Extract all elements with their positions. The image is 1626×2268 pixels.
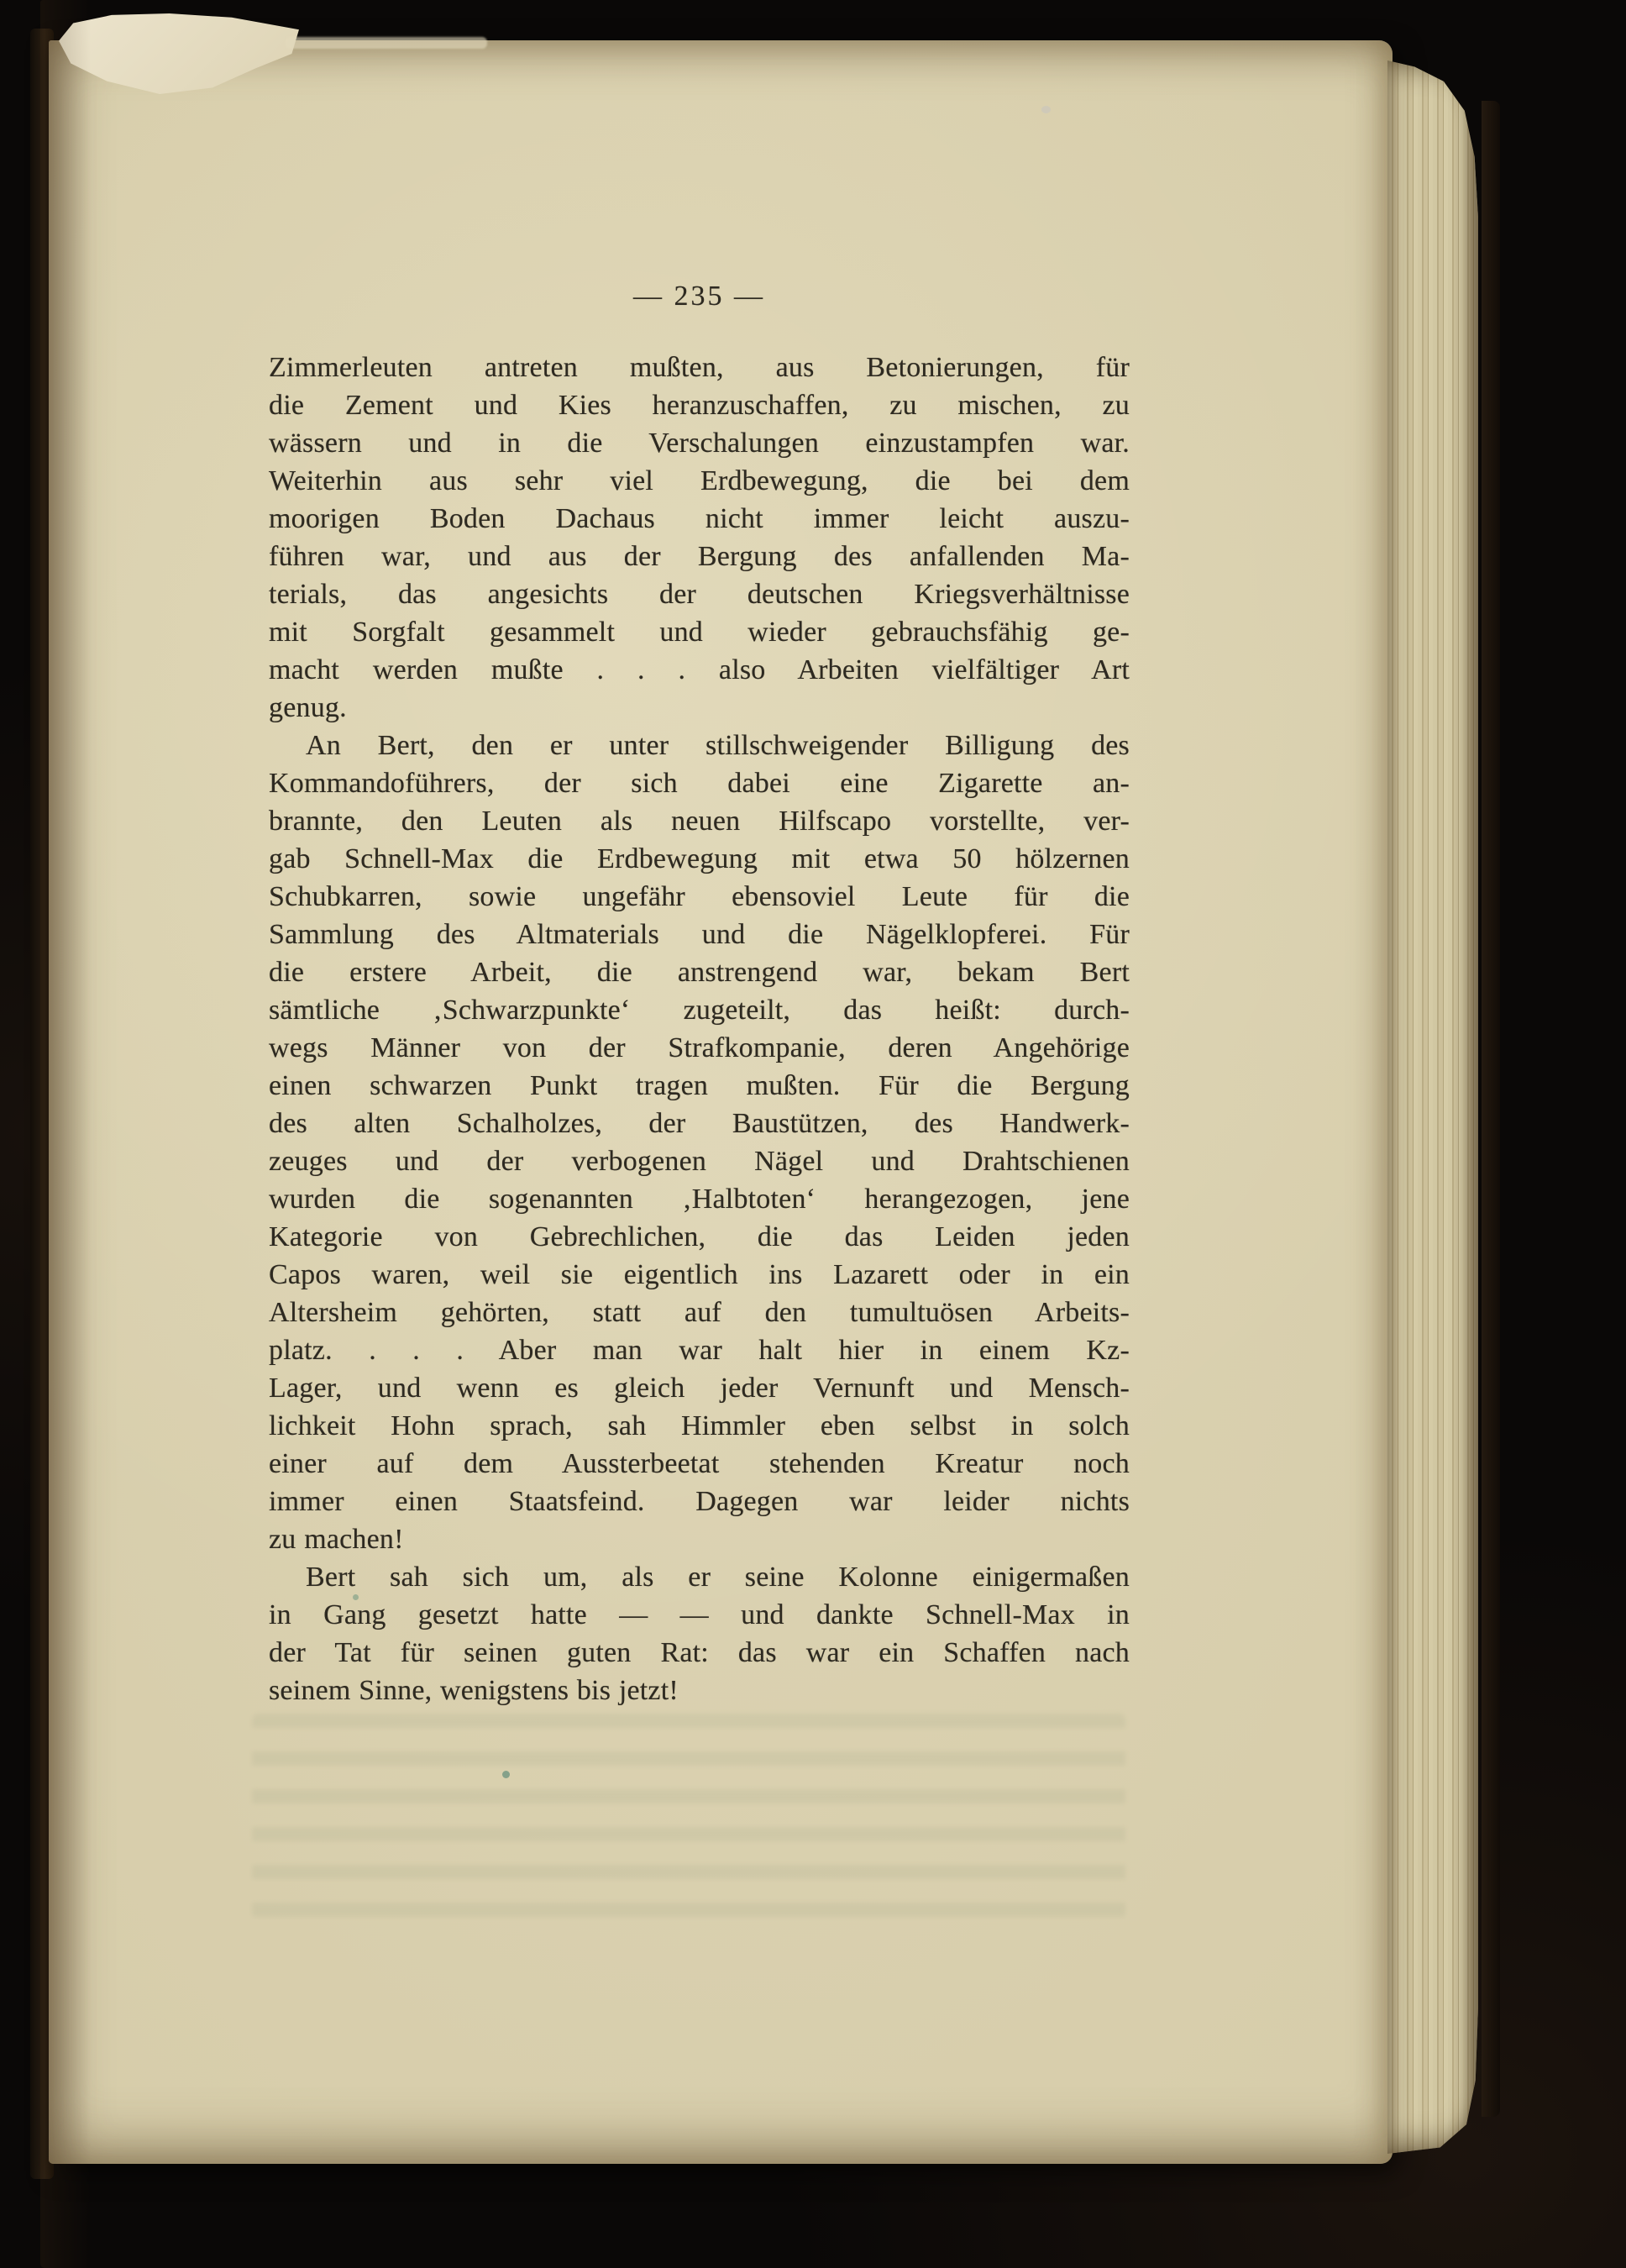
text-line: lichkeit Hohn sprach, sah Himmler eben selbst in solch — [269, 1410, 1130, 1441]
text-line: Kategorie von Gebrechlichen, die das Leiden jeden — [269, 1221, 1130, 1252]
text-line: genug. — [269, 692, 347, 723]
text-line: immer einen Staatsfeind. Dagegen war leider nichts — [269, 1486, 1130, 1517]
text-line: wegs Männer von der Strafkompanie, deren Angehörige — [269, 1032, 1130, 1063]
text-line: wässern und in die Verschalungen einzustampfen war. — [269, 428, 1130, 459]
bleed-through-smudge — [252, 1714, 1125, 1919]
ink-speck — [353, 1594, 359, 1600]
text-line: gab Schnell-Max die Erdbewegung mit etwa 50 hölzernen — [269, 843, 1130, 874]
text-line: seinem Sinne, wenigstens bis jetzt! — [269, 1675, 679, 1706]
text-line: die Zement und Kies heranzuschaffen, zu mischen, zu — [269, 390, 1130, 421]
text-line: einer auf dem Aussterbeetat stehenden Kreatur noch — [269, 1448, 1130, 1479]
text-line: macht werden mußte . . . also Arbeiten vielfältiger Art — [269, 654, 1130, 685]
text-line: moorigen Boden Dachaus nicht immer leicht auszu- — [269, 503, 1130, 534]
text-line: Bert sah sich um, als er seine Kolonne einigermaßen — [306, 1562, 1130, 1593]
text-line: Weiterhin aus sehr viel Erdbewegung, die bei dem — [269, 465, 1130, 496]
text-line: die erstere Arbeit, die anstrengend war, bekam Bert — [269, 957, 1130, 988]
page-number: — 235 — — [633, 281, 765, 312]
text-line: Kommandoführers, der sich dabei eine Zigarette an- — [269, 768, 1130, 799]
text-line: sämtliche ‚Schwarzpunkte‘ zugeteilt, das heißt: durch- — [269, 995, 1130, 1026]
text-line: zu machen! — [269, 1524, 404, 1555]
ink-speck — [1041, 106, 1051, 113]
text-line: Capos waren, weil sie eigentlich ins Lazarett oder in ein — [269, 1259, 1130, 1290]
text-line: zeuges und der verbogenen Nägel und Drahtschienen — [269, 1146, 1130, 1177]
torn-paper-strip — [286, 37, 487, 49]
gutter-shadow — [40, 0, 91, 2268]
cover-board-edge — [1482, 101, 1500, 2117]
text-line: in Gang gesetzt hatte — — und dankte Schnell-Max in — [269, 1599, 1130, 1630]
ink-speck — [502, 1771, 510, 1778]
text-line: brannte, den Leuten als neuen Hilfscapo vorstellte, ver- — [269, 806, 1130, 837]
text-line: Lager, und wenn es gleich jeder Vernunft und Mensch- — [269, 1373, 1130, 1404]
text-line: Altersheim gehörten, statt auf den tumultuösen Arbeits- — [269, 1297, 1130, 1328]
text-body — [269, 349, 1130, 1709]
text-line: terials, das angesichts der deutschen Kriegsverhältnisse — [269, 579, 1130, 610]
text-line: Sammlung des Altmaterials und die Nägelklopferei. Für — [269, 919, 1130, 950]
text-line: führen war, und aus der Bergung des anfallenden Ma- — [269, 541, 1130, 572]
text-line: wurden die sogenannten ‚Halbtoten‘ herangezogen, jene — [269, 1184, 1130, 1215]
text-line: des alten Schalholzes, der Baustützen, des Handwerk- — [269, 1108, 1130, 1139]
book-page — [49, 40, 1393, 2164]
text-line: der Tat für seinen guten Rat: das war ein Schaffen nach — [269, 1637, 1130, 1668]
page-edge-stack — [1387, 60, 1478, 2154]
text-line: Zimmerleuten antreten mußten, aus Betonierungen, für — [269, 352, 1130, 383]
text-line: An Bert, den er unter stillschweigender Billigung des — [306, 730, 1130, 761]
text-line: Schubkarren, sowie ungefähr ebensoviel Leute für die — [269, 881, 1130, 912]
text-line: mit Sorgfalt gesammelt und wieder gebrauchsfähig ge- — [269, 617, 1130, 648]
text-line: platz. . . . Aber man war halt hier in einem Kz- — [269, 1335, 1130, 1366]
text-line: einen schwarzen Punkt tragen mußten. Für die Bergung — [269, 1070, 1130, 1101]
